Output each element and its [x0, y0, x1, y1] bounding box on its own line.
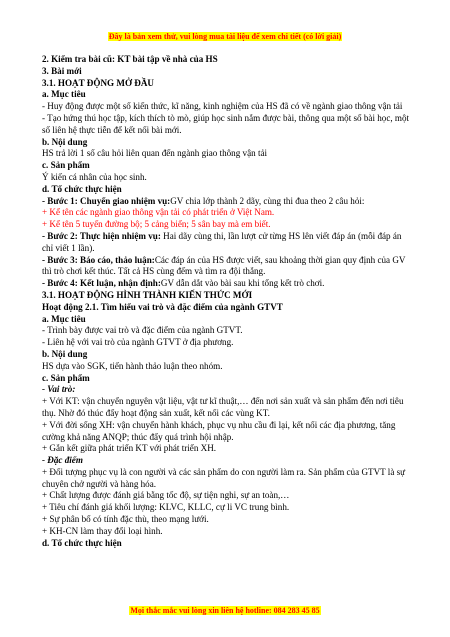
text-line: [42, 455, 414, 467]
line-text: Hoạt động 2.1. Tìm hiểu vai trò và đặc điểm của ngành GTVT: [42, 301, 283, 312]
line-text: Ý kiến cá nhân của học sinh.: [42, 171, 147, 182]
line-text: + Đối tượng phục vụ là con người và các sản phẩm do con người làm ra. Sản phẩm của GTVT là sự chuyên chở người và hàng hóa.: [42, 466, 406, 489]
line-text: Các đáp án của HS được viết, sau khoảng thời gian quy định của GV thì trò chơi kết thúc. Tất cả HS cùng đếm và tìm ra đội thắng.: [42, 254, 406, 277]
line-text: - Huy động được một số kiến thức, kĩ năng, kinh nghiệm của HS đã có về ngành giao thông vận tải: [42, 101, 403, 112]
line-text: - Vai trò:: [42, 384, 76, 395]
text-line: [42, 207, 414, 219]
line-text: d. Tổ chức thực hiện: [42, 537, 122, 548]
text-line: [42, 89, 414, 101]
text-line: [42, 78, 414, 90]
text-line: [42, 538, 414, 550]
text-line: [42, 325, 414, 337]
text-line: [42, 396, 414, 420]
line-text: - Trình bày được vai trò và đặc điểm của ngành GTVT.: [42, 325, 243, 336]
text-line: [42, 373, 414, 385]
preview-banner: [0, 26, 450, 44]
line-text: + Với đời sống XH: vận chuyển hành khách, phục vụ nhu cầu đi lại, kết nối các địa phương, tăng cường khả năng ANQP; thúc đẩy quá trình hội nhập.: [42, 419, 396, 442]
line-text: HS trả lời 1 số câu hỏi liên quan đến ngành giao thông vận tải: [42, 148, 268, 159]
step-label: - Bước 4: Kết luận, nhận định:: [42, 278, 161, 289]
line-text: + Sự phân bố có tính đặc thù, theo mạng lưới.: [42, 514, 209, 525]
line-text: 3. Bài mới: [42, 65, 82, 76]
step-label: - Bước 1: Chuyển giao nhiệm vụ:: [42, 195, 171, 206]
text-line: [42, 490, 414, 502]
line-text: GV dẫn dắt vào bài sau khi tổng kết trò chơi.: [160, 278, 325, 289]
text-line: [42, 467, 414, 491]
line-text: b. Nội dung: [42, 136, 88, 147]
text-line: [42, 337, 414, 349]
text-line: [42, 231, 414, 255]
line-text: - Liên hệ với vai trò của ngành GTVT ở địa phương.: [42, 337, 234, 348]
step-label: - Bước 3: Báo cáo, thảo luận:: [42, 254, 155, 265]
text-line: [42, 502, 414, 514]
line-text: + Với KT: vận chuyển nguyên vật liệu, vật tư kĩ thuật,… đến nơi sản xuất và sản phẩm đến nơi tiêu thụ. Nhờ đó thúc đẩy hoạt động sản xuất, kết nối các vùng KT.: [42, 396, 404, 418]
line-text: 2. Kiểm tra bài cũ: KT bài tập về nhà của HS: [42, 54, 218, 64]
line-text: - Đặc điểm: [42, 455, 83, 466]
line-text: + Kể tên các ngành giao thông vận tải có phát triển ở Việt Nam.: [42, 207, 275, 218]
text-line: [42, 302, 414, 314]
text-line: [42, 148, 414, 160]
document-body: [42, 54, 414, 549]
text-line: [42, 196, 414, 208]
line-text: + Tiêu chí đánh giá khối lượng: KLVC, KLLC, cự li VC trung bình.: [42, 502, 290, 513]
text-line: [42, 255, 414, 279]
text-line: [42, 384, 414, 396]
line-text: + KH-CN làm thay đổi loại hình.: [42, 525, 163, 536]
line-text: - Tạo hứng thú học tập, kích thích tò mò, giúp học sinh nắm được bài, thông qua một số bài học, một số liên hệ thực tiễn để kết nối bài mới.: [42, 112, 410, 135]
text-line: [42, 290, 414, 302]
hotline-banner-text: Mọi thắc mắc vui lòng xin liên hệ hotline: 084 283 45 85: [130, 606, 320, 615]
line-text: HS dựa vào SGK, tiến hành thảo luận theo nhóm.: [42, 360, 223, 371]
line-text: + Gắn kết giữa phát triển KT với phát triển XH.: [42, 443, 217, 454]
text-line: [42, 443, 414, 455]
text-line: [42, 526, 414, 538]
text-line: [42, 361, 414, 373]
line-text: + Kể tên 5 tuyến đường bộ; 5 cảng biển; 5 sân bay mà em biết.: [42, 219, 271, 230]
text-line: [42, 278, 414, 290]
text-line: [42, 349, 414, 361]
line-text: a. Mục tiêu: [42, 313, 86, 324]
text-line: [42, 113, 414, 137]
text-line: [42, 172, 414, 184]
line-text: 3.1. HOẠT ĐỘNG HÌNH THÀNH KIẾN THỨC MỚI: [42, 289, 253, 300]
line-text: c. Sản phẩm: [42, 372, 90, 383]
line-text: d. Tổ chức thực hiện: [42, 183, 122, 194]
hotline-banner: [0, 600, 450, 618]
text-line: [42, 314, 414, 326]
line-text: c. Sản phẩm: [42, 160, 90, 171]
line-text: b. Nội dung: [42, 348, 88, 359]
text-line: [42, 219, 414, 231]
line-text: 3.1. HOẠT ĐỘNG MỞ ĐẦU: [42, 77, 154, 88]
step-label: - Bước 2: Thực hiện nhiệm vụ:: [42, 230, 161, 241]
text-line: [42, 160, 414, 172]
text-line: [42, 137, 414, 149]
text-line: [42, 184, 414, 196]
text-line: [42, 54, 414, 66]
preview-banner-text: Đây là bản xem thử, vui lòng mua tài liệu để xem chi tiết (có lời giải): [108, 32, 342, 41]
text-line: [42, 514, 414, 526]
line-text: Hai dãy cùng thi, lần lượt cử từng HS lên viết đáp án (mỗi đáp án chỉ viết 1 lần).: [42, 230, 402, 253]
text-line: [42, 101, 414, 113]
line-text: a. Mục tiêu: [42, 89, 86, 100]
line-text: + Chất lượng được đánh giá bằng tốc độ, sự tiện nghi, sự an toàn,…: [42, 490, 290, 501]
line-text: GV chia lớp thành 2 dãy, cùng thi đua theo 2 câu hỏi:: [170, 195, 365, 206]
text-line: [42, 66, 414, 78]
text-line: [42, 420, 414, 444]
